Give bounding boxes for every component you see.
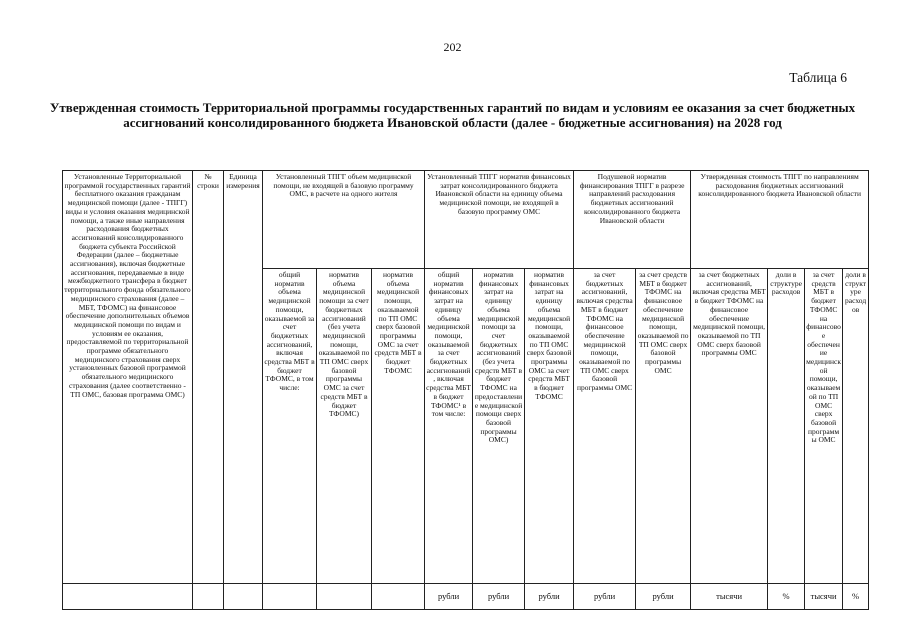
unit-cell: %: [768, 584, 805, 610]
table-label: Таблица 6: [789, 70, 847, 85]
subheader-cell: за счет бюджетных ассигнований, включая средства МБТ в бюджет ТФОМС на финансовое обеспечение медицинской помощи, оказываемой по ТП ОМС сверх базовой программы ОМС: [691, 269, 768, 584]
unit-cell: [224, 584, 263, 610]
unit-cell: %: [843, 584, 869, 610]
subheader-cell: за счет средств МБТ в бюджет ТФОМС на финансовое обеспечение медицинской помощи, оказываемой по ТП ОМС сверх базовой программы ОМС: [636, 269, 691, 584]
header-per-capita-group: Подушевой норматив финансирования ТПГГ в разрезе направлений расходования бюджетных ассигнований консолидированного бюджета Ивановской области: [574, 171, 691, 269]
unit-cell: рубли: [574, 584, 636, 610]
subheader-cell: общий норматив объема медицинской помощи, оказываемой за счет бюджетных ассигнований, включая средства МБТ в бюджет ТФОМС, в том числе:: [263, 269, 317, 584]
header-row-number: № строки: [193, 171, 224, 584]
subheader-cell: за счет средств МБТ в бюджет ТФОМС на финансовое обеспечение медицинской помощи, оказываемой по ТП ОМС сверх базовой программы ОМС: [805, 269, 843, 584]
unit-cell: тысячи: [691, 584, 768, 610]
unit-cell: рубли: [525, 584, 574, 610]
subheader-cell: норматив объема медицинской помощи, оказываемой по ТП ОМС сверх базовой программы ОМС за счет средств МБТ в бюджет ТФОМС: [372, 269, 425, 584]
unit-cell: [317, 584, 372, 610]
unit-cell: рубли: [473, 584, 525, 610]
unit-cell: рубли: [425, 584, 473, 610]
units-row: [63, 584, 869, 610]
subheader-cell: доли в структуре расходов: [843, 269, 869, 584]
unit-cell: [263, 584, 317, 610]
subheader-cell: доли в структуре расходов: [768, 269, 805, 584]
header-approved-cost-group: Утвержденная стоимость ТПГГ по направлениям расходования бюджетных ассигнований консолидированного бюджета Ивановской области: [691, 171, 869, 269]
unit-cell: [193, 584, 224, 610]
unit-cell: [372, 584, 425, 610]
header-volume-group: Установленный ТПГГ объем медицинской помощи, не входящей в базовую программу ОМС, в расчете на одного жителя: [263, 171, 425, 269]
cost-table: [62, 170, 868, 602]
header-services: Установленные Территориальной программой государственных гарантий бесплатного оказания гражданам медицинской помощи (далее - ТПГГ) виды и условия оказания медицинской помощи, а также иные направления расходования бюджетных ассигнований консолидированного бюджета субъекта Российской Федерации (далее – бюджетные ассигнования), включая бюджетные ассигнования, передаваемые в виде межбюджетного трансфера в бюджет территориального фонда обязательного медицинского страхования (далее – МБТ, ТФОМС) на финансовое обеспечение дополнительных объемов медицинской помощи по видам и условиям ее оказания, предоставляемой по территориальной программе обязательного медицинского страхования сверх установленных базовой программой обязательного медицинского страхования (далее соответственно - ТП ОМС, базовая программа ОМС): [63, 171, 193, 584]
subheader-cell: норматив финансовых затрат на единицу объема медицинской помощи за счет бюджетных ассигнований (без учета средств МБТ в бюджет ТФОМС на предоставление медицинской помощи сверх базовой программы ОМС): [473, 269, 525, 584]
page-number: 202: [443, 40, 462, 54]
unit-cell: [63, 584, 193, 610]
unit-cell: рубли: [636, 584, 691, 610]
document-title: Утвержденная стоимость Территориальной программы государственных гарантий по видам и условиям ее оказания за счет бюджетных ассигнований консолидированного бюджета Ивановской области (далее - бюджетные ассигнования) на 2028 год: [49, 100, 856, 130]
header-unit: Единица измерения: [224, 171, 263, 584]
subheader-cell: норматив объема медицинской помощи за счет бюджетных ассигнований (без учета медицинской помощи, оказываемой по ТП ОМС сверх базовой программы ОМС за счет средств МБТ в бюджет ТФОМС): [317, 269, 372, 584]
subheader-cell: общий норматив финансовых затрат на единицу объема медицинской помощи, оказываемой за счет бюджетных ассигнований, включая средства МБТ в бюджет ТФОМС¹ в том числе:: [425, 269, 473, 584]
subheader-cell: норматив финансовых затрат на единицу объема медицинской помощи, оказываемой по ТП ОМС сверх базовой программы ОМС за счет средств МБТ в бюджет ТФОМС: [525, 269, 574, 584]
subheader-cell: за счет бюджетных ассигнований, включая средства МБТ в бюджет ТФОМС на финансовое обеспечение медицинской помощи, оказываемой по ТП ОМС сверх базовой программы ОМС: [574, 269, 636, 584]
header-cost-norm-group: Установленный ТПГГ норматив финансовых затрат консолидированного бюджета Ивановской области на единицу объема медицинской помощи, не входящей в базовую программу ОМС: [425, 171, 574, 269]
unit-cell: тысячи: [805, 584, 843, 610]
